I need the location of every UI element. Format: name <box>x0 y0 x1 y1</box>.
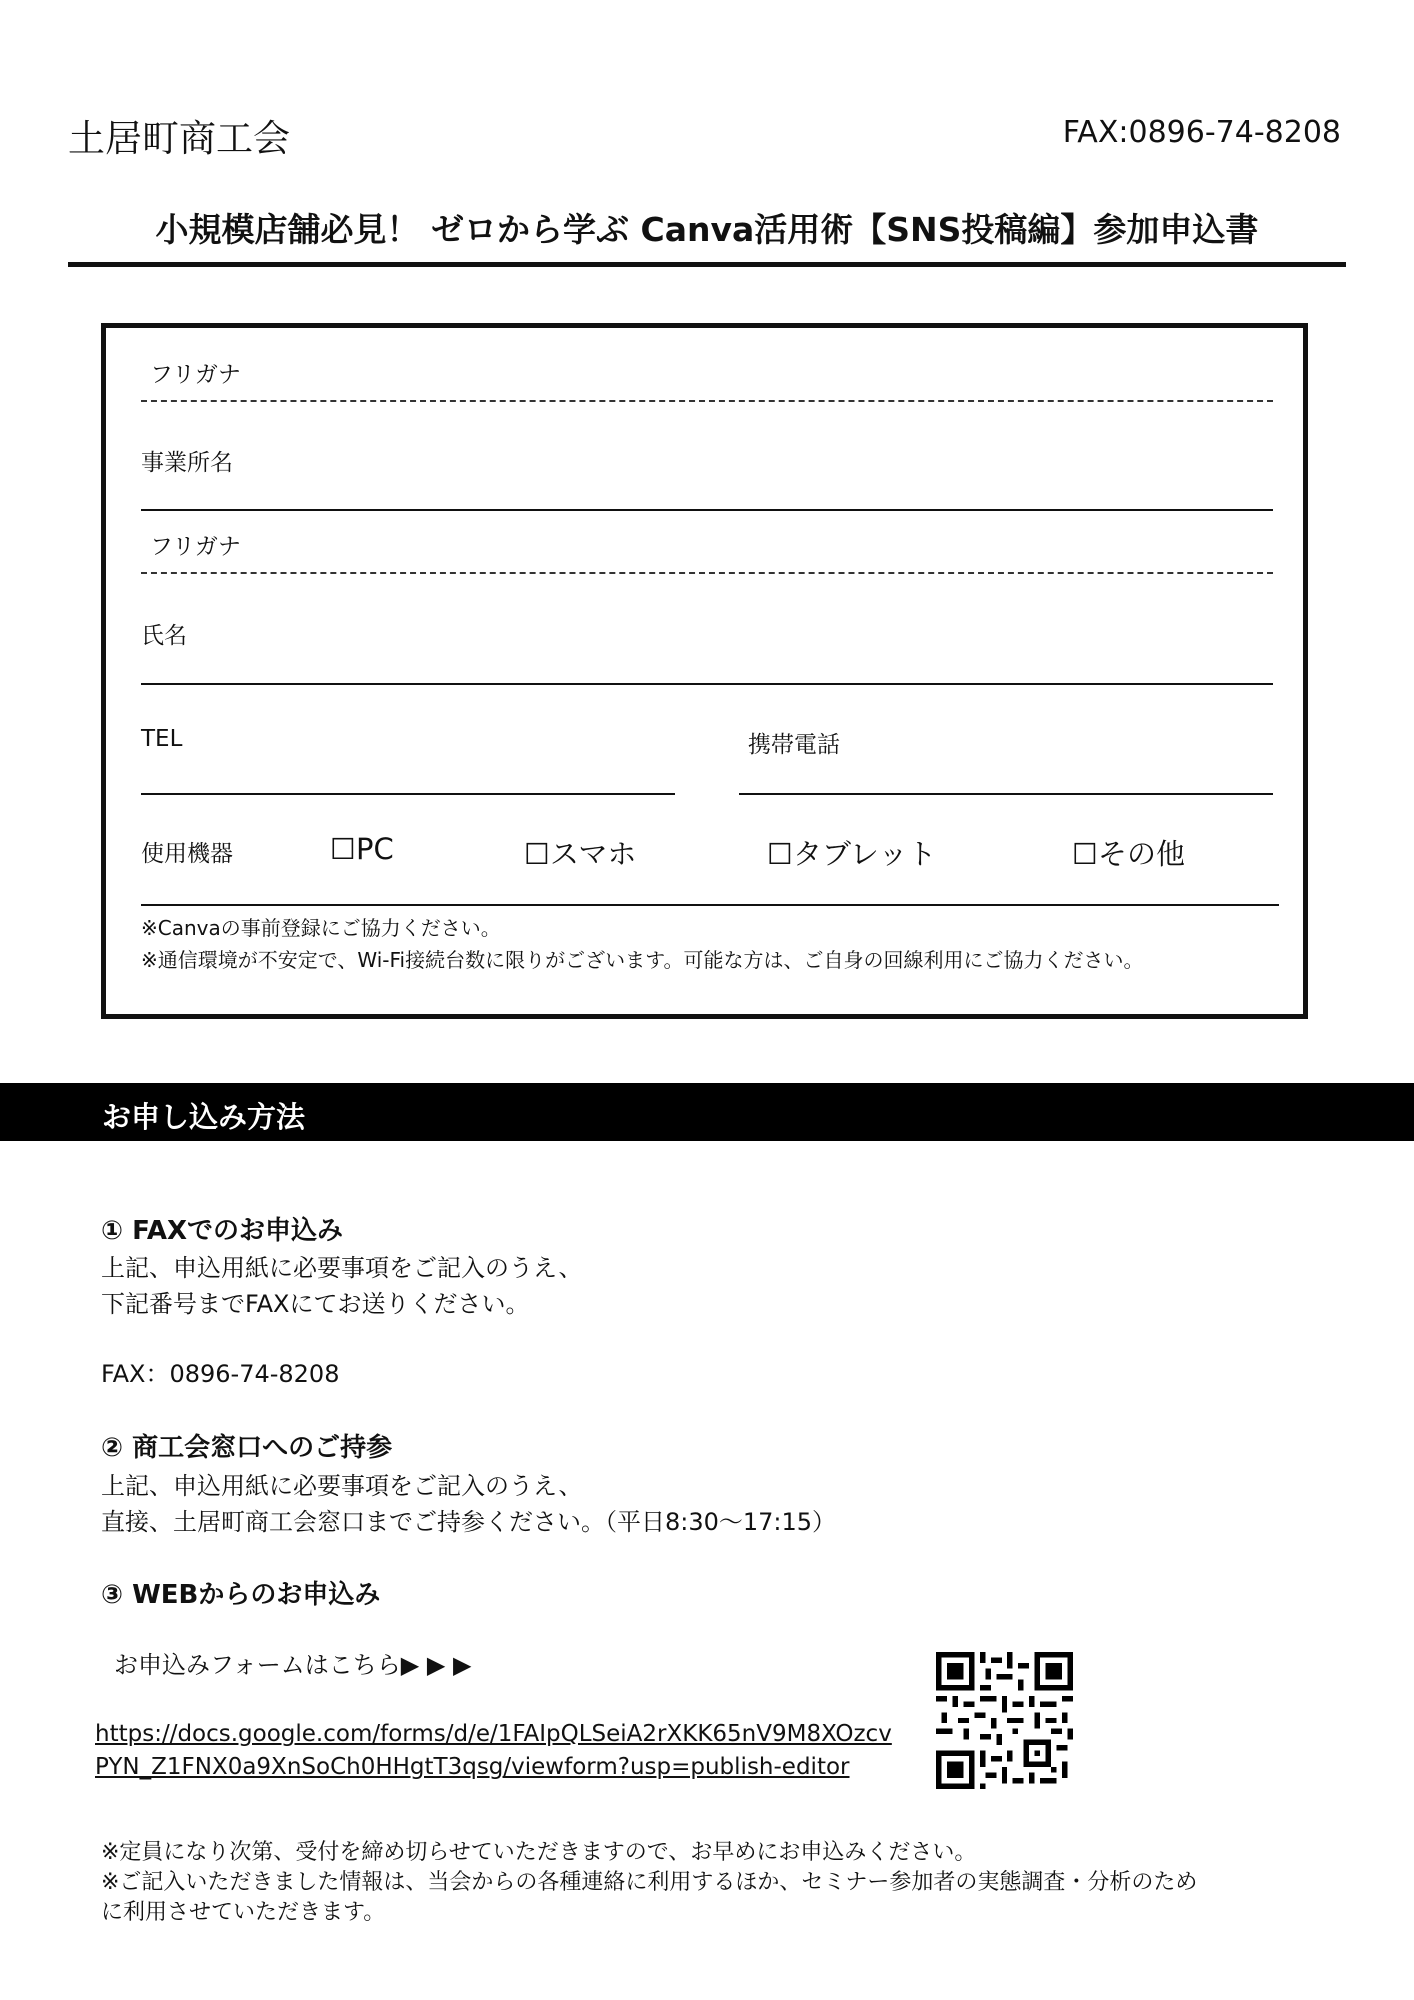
method-fax-text: 上記、申込用紙に必要事項をご記入のうえ、 <box>101 1254 583 1282</box>
device-label: 使用機器 <box>141 841 233 867</box>
organization-name: 土居町商工会 <box>68 117 290 160</box>
method-fax-heading: ① FAXでのお申込み <box>101 1216 344 1246</box>
mobile-field[interactable] <box>739 793 1273 795</box>
footnote: に利用させていただきます。 <box>101 1900 386 1925</box>
furigana-label-business: フリガナ <box>150 362 241 388</box>
method-fax-number: FAX：0896-74-8208 <box>101 1360 340 1388</box>
furigana-dashed-line-name <box>141 572 1273 574</box>
header-fax-number: FAX:0896-74-8208 <box>1062 115 1341 150</box>
footnote: ※ご記入いただきました情報は、当会からの各種連絡に利用するほか、セミナー参加者の実態調査・分析のため <box>101 1870 1198 1895</box>
device-checkbox-smartphone[interactable]: ☐スマホ <box>524 837 637 871</box>
form-note: ※Canvaの事前登録にご協力ください。 <box>141 916 501 940</box>
business-name-label: 事業所名 <box>141 450 233 476</box>
tel-field[interactable] <box>141 793 675 795</box>
device-checkbox-other[interactable]: ☐その他 <box>1072 837 1185 871</box>
method-visit-heading: ② 商工会窓口へのご持参 <box>101 1433 393 1463</box>
section-header-bar <box>0 1083 1414 1141</box>
web-form-link[interactable] <box>95 1718 892 1784</box>
method-visit-text: 直接、土居町商工会窓口までご持参ください。（平日8:30〜17:15） <box>101 1508 837 1536</box>
web-form-url-line-1[interactable]: https://docs.google.com/forms/d/e/1FAIpQLSeiA2rXKK65nV9M8XOzcv <box>95 1721 892 1747</box>
form-note: ※通信環境が不安定で、Wi-Fi接続台数に限りがございます。可能な方は、ご自身の回線利用にご協力ください。 <box>141 948 1144 972</box>
method-visit-text: 上記、申込用紙に必要事項をご記入のうえ、 <box>101 1472 583 1500</box>
furigana-dashed-line-business <box>141 400 1273 402</box>
method-web-heading: ③ WEBからのお申込み <box>101 1580 381 1610</box>
qr-code-icon[interactable] <box>936 1652 1073 1789</box>
footnote: ※定員になり次第、受付を締め切らせていただきますので、お早めにお申込みください。 <box>101 1840 977 1865</box>
furigana-label-name: フリガナ <box>150 534 241 560</box>
page-title: 小規模店舗必見！ ゼロから学ぶ Canva活用術【SNS投稿編】参加申込書 <box>155 210 1259 249</box>
business-name-field[interactable] <box>141 509 1273 511</box>
method-fax-text: 下記番号までFAXにてお送りください。 <box>101 1290 530 1318</box>
name-label: 氏名 <box>141 623 187 649</box>
tel-label: TEL <box>141 726 183 752</box>
mobile-label: 携帯電話 <box>748 732 840 758</box>
title-divider <box>68 262 1346 267</box>
device-checkbox-pc[interactable]: ☐PC <box>330 832 394 866</box>
name-field[interactable] <box>141 683 1273 685</box>
section-title: お申し込み方法 <box>102 1100 306 1134</box>
device-checkbox-tablet[interactable]: ☐タブレット <box>767 837 937 871</box>
device-divider <box>141 904 1279 906</box>
web-form-url-line-2[interactable]: PYN_Z1FNX0a9XnSoCh0HHgtT3qsg/viewform?usp=publish-editor <box>95 1754 850 1780</box>
web-form-text: お申込みフォームはこちら▶ ▶ ▶ <box>114 1651 472 1679</box>
